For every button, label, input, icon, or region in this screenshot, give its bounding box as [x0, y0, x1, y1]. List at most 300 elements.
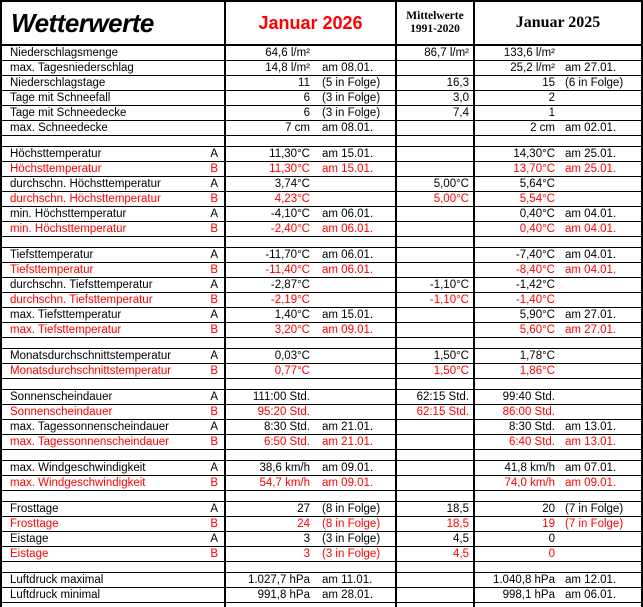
- label-cell: [2, 237, 224, 247]
- date-jan2026: (8 in Folge): [322, 503, 381, 515]
- row-label: Luftdruck maximal: [10, 574, 104, 586]
- value-jan2025: 5,54°C: [519, 193, 555, 205]
- row-label: durchschn. Höchsttemperatur: [10, 178, 161, 190]
- table-row: [2, 588, 641, 603]
- label-cell: [2, 308, 224, 322]
- ab-indicator: A: [210, 208, 218, 220]
- label-cell: [2, 532, 224, 546]
- value-jan2026: 3,74°C: [274, 178, 310, 190]
- januar-2026-cell: [224, 323, 395, 337]
- value-jan2025: 5,64°C: [519, 178, 555, 190]
- januar-2025-cell: [473, 461, 641, 475]
- januar-2025-cell: [473, 338, 641, 348]
- row-label: Tage mit Schneedecke: [10, 107, 127, 119]
- table-row: [2, 76, 641, 91]
- date-jan2026: am 09.01.: [322, 324, 374, 336]
- mittelwerte-cell: [395, 323, 473, 337]
- value-jan2026: 6: [303, 92, 310, 104]
- value-mittelwerte: 86,7 l/m²: [424, 47, 469, 59]
- januar-2026-cell: [224, 532, 395, 546]
- label-cell: [2, 364, 224, 378]
- januar-2025-cell: [473, 476, 641, 490]
- januar-2025-cell: [473, 237, 641, 247]
- table-header-row: [2, 2, 641, 46]
- label-cell: [2, 91, 224, 105]
- januar-2025-cell: [473, 278, 641, 292]
- row-label: Frosttage: [10, 503, 59, 515]
- section-separator-row: [2, 338, 641, 349]
- row-label: Tiefsttemperatur: [10, 264, 94, 276]
- table-row: [2, 547, 641, 562]
- januar-2026-cell: [224, 147, 395, 161]
- value-mittelwerte: 4,5: [453, 533, 469, 545]
- label-cell: [2, 476, 224, 490]
- table-row: [2, 573, 641, 588]
- table-row: [2, 162, 641, 177]
- date-jan2025: (7 in Folge): [565, 518, 624, 530]
- value-jan2026: 64,6 l/m²: [265, 47, 310, 59]
- value-jan2025: 133,6 l/m²: [503, 47, 555, 59]
- ab-indicator: B: [210, 163, 218, 175]
- value-jan2025: 2: [548, 92, 555, 104]
- mittelwerte-cell: [395, 162, 473, 176]
- date-jan2026: am 06.01.: [322, 208, 374, 220]
- date-jan2025: am 25.01.: [565, 148, 617, 160]
- januar-2025-cell: [473, 502, 641, 516]
- label-cell: [2, 573, 224, 587]
- januar-2025-cell: [473, 121, 641, 135]
- mittelwerte-cell: [395, 547, 473, 561]
- januar-2025-cell: [473, 405, 641, 419]
- value-jan2025: 86:00 Std.: [502, 406, 555, 418]
- row-label: Sonnenscheindauer: [10, 406, 113, 418]
- mittelwerte-cell: [395, 390, 473, 404]
- date-jan2026: (3 in Folge): [322, 533, 381, 545]
- label-cell: [2, 136, 224, 146]
- value-jan2025: 15: [542, 77, 555, 89]
- label-cell: [2, 405, 224, 419]
- mittelwerte-cell: [395, 91, 473, 105]
- mittelwerte-cell: [395, 450, 473, 460]
- januar-2025-cell: [473, 136, 641, 146]
- date-jan2025: am 13.01.: [565, 421, 617, 433]
- date-jan2026: am 21.01.: [322, 436, 374, 448]
- table-row: [2, 364, 641, 379]
- label-cell: [2, 390, 224, 404]
- mittelwerte-cell: [395, 405, 473, 419]
- ab-indicator: A: [210, 178, 218, 190]
- januar-2026-cell: [224, 222, 395, 236]
- ab-indicator: A: [210, 503, 218, 515]
- januar-2026-cell: [224, 603, 395, 607]
- januar-2026-cell: [224, 177, 395, 191]
- date-jan2026: (3 in Folge): [322, 548, 381, 560]
- label-cell: [2, 293, 224, 307]
- januar-2025-cell: [473, 603, 641, 607]
- date-jan2026: am 15.01.: [322, 148, 374, 160]
- value-jan2026: 8:30 Std.: [263, 421, 310, 433]
- value-jan2025: 13,70°C: [513, 163, 555, 175]
- januar-2025-cell: [473, 588, 641, 602]
- col-header-mittelwerte-line2: 1991-2020: [410, 23, 460, 35]
- label-cell: [2, 603, 224, 607]
- value-jan2025: 5,90°C: [519, 309, 555, 321]
- januar-2026-cell: [224, 450, 395, 460]
- januar-2025-cell: [473, 450, 641, 460]
- ab-indicator: B: [210, 264, 218, 276]
- value-jan2026: 111:00 Std.: [252, 391, 310, 403]
- table-row: [2, 248, 641, 263]
- januar-2025-cell: [473, 491, 641, 501]
- value-jan2025: -1,42°C: [515, 279, 555, 291]
- mittelwerte-cell: [395, 461, 473, 475]
- row-label: Monatsdurchschnittstemperatur: [10, 350, 172, 362]
- januar-2025-cell: [473, 106, 641, 120]
- table-row: [2, 106, 641, 121]
- header-cell-title: [2, 2, 224, 44]
- mittelwerte-cell: [395, 476, 473, 490]
- value-jan2026: -11,70°C: [265, 249, 310, 261]
- value-jan2025: 1: [548, 107, 555, 119]
- row-label: max. Tiefsttemperatur: [10, 309, 122, 321]
- row-label: durchschn. Tiefsttemperatur: [10, 294, 153, 306]
- mittelwerte-cell: [395, 364, 473, 378]
- label-cell: [2, 207, 224, 221]
- date-jan2026: am 28.01.: [322, 589, 374, 601]
- januar-2026-cell: [224, 491, 395, 501]
- date-jan2026: am 06.01.: [322, 249, 374, 261]
- ab-indicator: B: [210, 223, 218, 235]
- januar-2026-cell: [224, 162, 395, 176]
- mittelwerte-cell: [395, 588, 473, 602]
- row-label: Frosttage: [10, 518, 59, 530]
- januar-2025-cell: [473, 91, 641, 105]
- table-row: [2, 207, 641, 222]
- januar-2026-cell: [224, 76, 395, 90]
- januar-2026-cell: [224, 573, 395, 587]
- mittelwerte-cell: [395, 308, 473, 322]
- januar-2025-cell: [473, 562, 641, 572]
- value-jan2026: 11,30°C: [269, 148, 310, 160]
- januar-2026-cell: [224, 338, 395, 348]
- mittelwerte-cell: [395, 532, 473, 546]
- date-jan2025: am 09.01.: [565, 477, 617, 489]
- row-label: Eistage: [10, 533, 49, 545]
- januar-2025-cell: [473, 46, 641, 60]
- januar-2025-cell: [473, 207, 641, 221]
- header-cell-januar-2025: [473, 2, 641, 44]
- value-mittelwerte: 4,5: [453, 548, 469, 560]
- mittelwerte-cell: [395, 491, 473, 501]
- table-row: [2, 435, 641, 450]
- januar-2026-cell: [224, 293, 395, 307]
- date-jan2025: am 06.01.: [565, 589, 617, 601]
- label-cell: [2, 192, 224, 206]
- mittelwerte-cell: [395, 420, 473, 434]
- januar-2025-cell: [473, 308, 641, 322]
- januar-2025-cell: [473, 420, 641, 434]
- date-jan2026: am 15.01.: [322, 309, 374, 321]
- value-jan2026: -2,87°C: [270, 279, 310, 291]
- mittelwerte-cell: [395, 278, 473, 292]
- januar-2026-cell: [224, 562, 395, 572]
- table-row: [2, 293, 641, 308]
- row-label: Sonnenscheindauer: [10, 391, 113, 403]
- label-cell: [2, 106, 224, 120]
- mittelwerte-cell: [395, 573, 473, 587]
- row-label: Luftdruck minimal: [10, 589, 101, 601]
- value-jan2026: -2,40°C: [270, 223, 310, 235]
- januar-2026-cell: [224, 349, 395, 363]
- januar-2026-cell: [224, 390, 395, 404]
- section-separator-row: [2, 491, 641, 502]
- value-mittelwerte: -1,10°C: [429, 279, 469, 291]
- label-cell: [2, 547, 224, 561]
- value-jan2025: 99:40 Std.: [502, 391, 555, 403]
- januar-2026-cell: [224, 420, 395, 434]
- januar-2026-cell: [224, 461, 395, 475]
- section-separator-row: [2, 379, 641, 390]
- value-jan2025: 998,1 hPa: [502, 589, 555, 601]
- label-cell: [2, 278, 224, 292]
- table-row: [2, 308, 641, 323]
- value-jan2026: 4,23°C: [274, 193, 310, 205]
- value-jan2025: 14,30°C: [513, 148, 555, 160]
- date-jan2026: am 11.01.: [322, 574, 373, 586]
- januar-2026-cell: [224, 517, 395, 531]
- mittelwerte-cell: [395, 517, 473, 531]
- januar-2025-cell: [473, 573, 641, 587]
- date-jan2025: am 27.01.: [565, 62, 617, 74]
- value-mittelwerte: 16,3: [446, 77, 469, 89]
- date-jan2025: (6 in Folge): [565, 77, 624, 89]
- row-label: Höchsttemperatur: [10, 163, 102, 175]
- value-jan2026: 0,03°C: [274, 350, 310, 362]
- date-jan2025: am 04.01.: [565, 264, 617, 276]
- label-cell: [2, 76, 224, 90]
- section-separator-row: [2, 562, 641, 573]
- row-label: max. Tagessonnenscheindauer: [10, 421, 169, 433]
- row-label: min. Höchsttemperatur: [10, 223, 127, 235]
- mittelwerte-cell: [395, 222, 473, 236]
- mittelwerte-cell: [395, 293, 473, 307]
- value-jan2026: 14,8 l/m²: [265, 62, 310, 74]
- mittelwerte-cell: [395, 46, 473, 60]
- januar-2026-cell: [224, 248, 395, 262]
- label-cell: [2, 61, 224, 75]
- section-separator-row: [2, 450, 641, 461]
- januar-2026-cell: [224, 237, 395, 247]
- value-jan2026: 6:50 Std.: [263, 436, 310, 448]
- value-jan2026: 27: [297, 503, 310, 515]
- date-jan2025: am 12.01.: [565, 574, 617, 586]
- row-label: max. Windgeschwindigkeit: [10, 462, 146, 474]
- mittelwerte-cell: [395, 435, 473, 449]
- value-jan2026: 24: [297, 518, 310, 530]
- label-cell: [2, 177, 224, 191]
- januar-2026-cell: [224, 547, 395, 561]
- value-jan2026: 1.027,7 hPa: [247, 574, 310, 586]
- value-jan2026: -4,10°C: [270, 208, 310, 220]
- label-cell: [2, 588, 224, 602]
- value-mittelwerte: 18,5: [446, 518, 469, 530]
- date-jan2025: am 27.01.: [565, 309, 617, 321]
- januar-2026-cell: [224, 405, 395, 419]
- row-label: max. Schneedecke: [10, 122, 108, 134]
- ab-indicator: B: [210, 294, 218, 306]
- value-jan2025: 5,60°C: [519, 324, 555, 336]
- value-jan2025: 0: [548, 533, 555, 545]
- date-jan2025: (7 in Folge): [565, 503, 624, 515]
- ab-indicator: A: [210, 350, 218, 362]
- mittelwerte-cell: [395, 147, 473, 161]
- row-label: durchschn. Tiefsttemperatur: [10, 279, 153, 291]
- mittelwerte-cell: [395, 379, 473, 389]
- mittelwerte-cell: [395, 263, 473, 277]
- label-cell: [2, 46, 224, 60]
- date-jan2026: am 21.01.: [322, 421, 374, 433]
- table-row: [2, 532, 641, 547]
- value-mittelwerte: 1,50°C: [433, 365, 469, 377]
- label-cell: [2, 162, 224, 176]
- row-label: durchschn. Höchsttemperatur: [10, 193, 161, 205]
- januar-2025-cell: [473, 547, 641, 561]
- label-cell: [2, 121, 224, 135]
- value-jan2025: 25,2 l/m²: [510, 62, 555, 74]
- value-jan2025: -8,40°C: [515, 264, 555, 276]
- section-separator-row: [2, 237, 641, 248]
- januar-2025-cell: [473, 293, 641, 307]
- ab-indicator: A: [210, 391, 218, 403]
- date-jan2026: am 09.01.: [322, 462, 374, 474]
- mittelwerte-cell: [395, 106, 473, 120]
- label-cell: [2, 147, 224, 161]
- label-cell: [2, 517, 224, 531]
- ab-indicator: A: [210, 148, 218, 160]
- ab-indicator: B: [210, 193, 218, 205]
- ab-indicator: B: [210, 477, 218, 489]
- value-mittelwerte: 3,0: [453, 92, 469, 104]
- ab-indicator: B: [210, 324, 218, 336]
- ab-indicator: A: [210, 279, 218, 291]
- table-body: [2, 46, 641, 607]
- table-row: [2, 147, 641, 162]
- januar-2025-cell: [473, 192, 641, 206]
- januar-2026-cell: [224, 61, 395, 75]
- row-label: max. Tagesniederschlag: [10, 62, 134, 74]
- mittelwerte-cell: [395, 562, 473, 572]
- januar-2026-cell: [224, 435, 395, 449]
- value-mittelwerte: 62:15 Std.: [416, 406, 469, 418]
- januar-2025-cell: [473, 532, 641, 546]
- januar-2026-cell: [224, 91, 395, 105]
- januar-2026-cell: [224, 263, 395, 277]
- label-cell: [2, 435, 224, 449]
- januar-2026-cell: [224, 136, 395, 146]
- label-cell: [2, 349, 224, 363]
- table-row: [2, 61, 641, 76]
- value-mittelwerte: 62:15 Std.: [416, 391, 469, 403]
- value-jan2026: -11,40°C: [265, 264, 310, 276]
- value-jan2026: 3: [303, 533, 310, 545]
- januar-2026-cell: [224, 502, 395, 516]
- label-cell: [2, 379, 224, 389]
- label-cell: [2, 450, 224, 460]
- januar-2025-cell: [473, 162, 641, 176]
- table-row: [2, 420, 641, 435]
- januar-2026-cell: [224, 364, 395, 378]
- januar-2026-cell: [224, 476, 395, 490]
- ab-indicator: B: [210, 436, 218, 448]
- label-cell: [2, 502, 224, 516]
- row-label: Niederschlagsmenge: [10, 47, 119, 59]
- januar-2025-cell: [473, 323, 641, 337]
- januar-2025-cell: [473, 390, 641, 404]
- value-mittelwerte: 5,00°C: [433, 193, 469, 205]
- januar-2025-cell: [473, 177, 641, 191]
- januar-2025-cell: [473, 379, 641, 389]
- value-jan2025: 8:30 Std.: [508, 421, 555, 433]
- ab-indicator: B: [210, 518, 218, 530]
- value-jan2026: 95:20 Std.: [257, 406, 310, 418]
- date-jan2026: am 08.01.: [322, 62, 374, 74]
- mittelwerte-cell: [395, 207, 473, 221]
- label-cell: [2, 562, 224, 572]
- table-row: [2, 323, 641, 338]
- table-row: [2, 91, 641, 106]
- value-jan2025: -7,40°C: [515, 249, 555, 261]
- date-jan2025: am 04.01.: [565, 249, 617, 261]
- row-label: max. Tagessonnenscheindauer: [10, 436, 169, 448]
- label-cell: [2, 222, 224, 236]
- januar-2026-cell: [224, 121, 395, 135]
- value-jan2025: 0: [548, 548, 555, 560]
- date-jan2026: am 09.01.: [322, 477, 374, 489]
- table-row: [2, 502, 641, 517]
- value-mittelwerte: -1,10°C: [429, 294, 469, 306]
- col-header-januar-2025: Januar 2025: [515, 14, 601, 31]
- value-jan2026: 3,20°C: [274, 324, 310, 336]
- value-mittelwerte: 1,50°C: [433, 350, 469, 362]
- table-row: [2, 278, 641, 293]
- row-label: max. Windgeschwindigkeit: [10, 477, 146, 489]
- date-jan2026: am 08.01.: [322, 122, 374, 134]
- date-jan2025: am 27.01.: [565, 324, 617, 336]
- label-cell: [2, 323, 224, 337]
- januar-2025-cell: [473, 61, 641, 75]
- value-jan2025: 6:40 Std.: [508, 436, 555, 448]
- januar-2025-cell: [473, 76, 641, 90]
- value-jan2026: 7 cm: [285, 122, 310, 134]
- label-cell: [2, 461, 224, 475]
- date-jan2025: am 04.01.: [565, 223, 617, 235]
- date-jan2026: am 15.01.: [322, 163, 374, 175]
- value-jan2026: -2,19°C: [270, 294, 310, 306]
- ab-indicator: A: [210, 309, 218, 321]
- januar-2025-cell: [473, 222, 641, 236]
- value-jan2025: 20: [542, 503, 555, 515]
- mittelwerte-cell: [395, 61, 473, 75]
- januar-2025-cell: [473, 364, 641, 378]
- value-jan2026: 0,77°C: [274, 365, 310, 377]
- label-cell: [2, 491, 224, 501]
- row-label: Tage mit Schneefall: [10, 92, 111, 104]
- date-jan2026: am 06.01.: [322, 264, 374, 276]
- value-mittelwerte: 7,4: [453, 107, 469, 119]
- row-label: Höchsttemperatur: [10, 148, 102, 160]
- value-jan2026: 11,30°C: [269, 163, 310, 175]
- bottom-filler-row: [2, 603, 641, 607]
